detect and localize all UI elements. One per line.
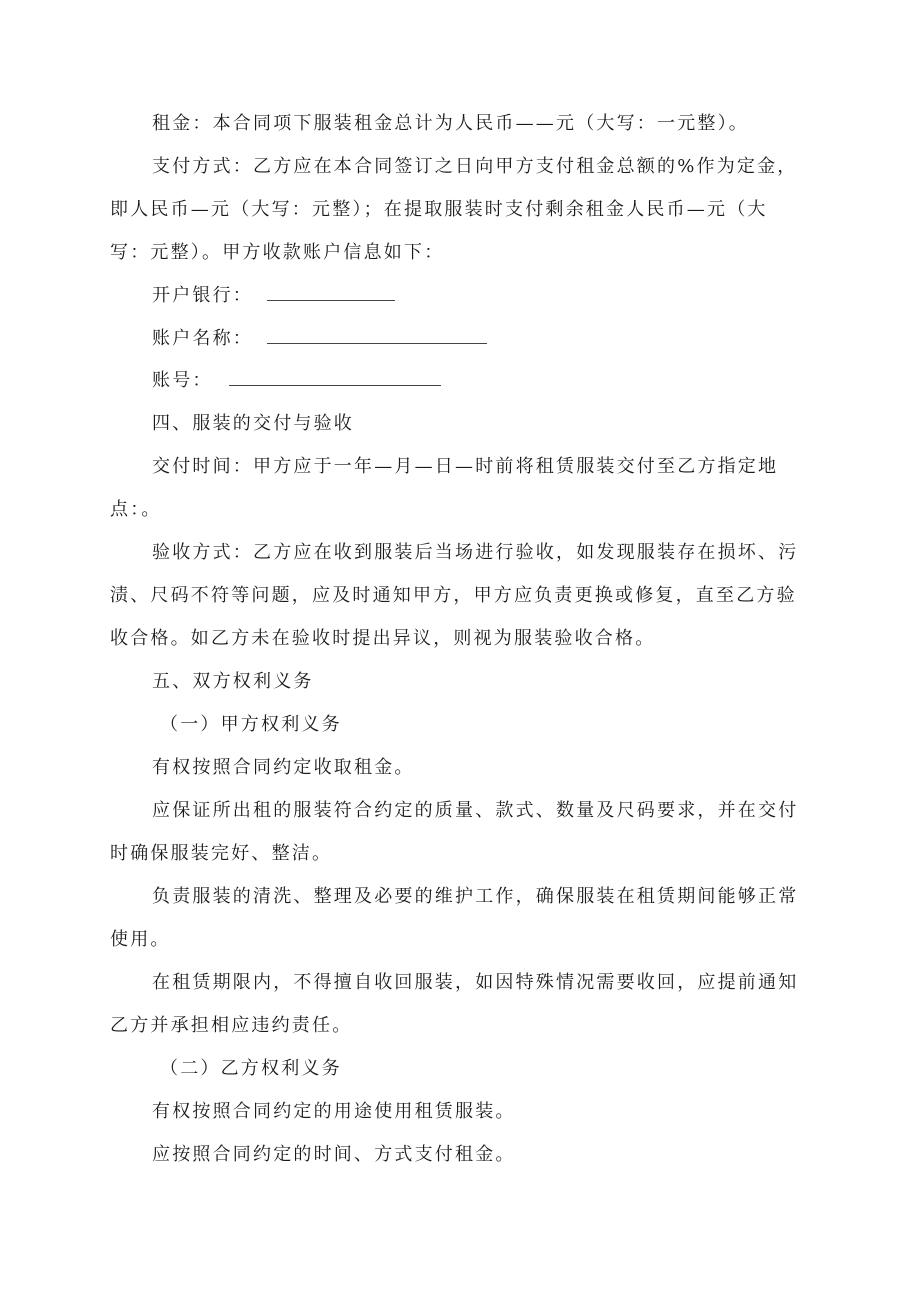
party-a-item-2-line2: 时确保服装完好、整洁。 bbox=[110, 843, 333, 864]
section-5-heading: 五、双方权利义务 bbox=[152, 671, 314, 692]
party-a-heading: （一）甲方权利义务 bbox=[160, 714, 342, 735]
section-4-heading: 四、服装的交付与验收 bbox=[152, 413, 354, 434]
account-name-field bbox=[152, 327, 487, 351]
delivery-clause-line2: 点：。 bbox=[110, 499, 162, 520]
party-a-item-3-line1: 负责服装的清洗、整理及必要的维护工作，确保服装在租赁期间能够正常 bbox=[152, 886, 799, 907]
account-name-blank bbox=[267, 329, 487, 344]
party-a-item-3-line2: 使用。 bbox=[110, 929, 171, 950]
rent-clause: 租金：本合同项下服装租金总计为人民币——元（大写：一元整）。 bbox=[152, 113, 749, 134]
account-number-label: 账号： bbox=[152, 370, 213, 391]
bank-field bbox=[152, 284, 395, 308]
party-a-item-2-line1: 应保证所出租的服装符合约定的质量、款式、数量及尺码要求，并在交付 bbox=[152, 800, 799, 821]
payment-clause-line3: 写：元整）。甲方收款账户信息如下： bbox=[110, 242, 445, 263]
party-a-item-4-line2: 乙方并承担相应违约责任。 bbox=[110, 1015, 353, 1036]
bank-blank bbox=[267, 286, 395, 301]
bank-label: 开户银行： bbox=[152, 285, 253, 306]
acceptance-clause-line3: 收合格。如乙方未在验收时提出异议，则视为服装验收合格。 bbox=[110, 628, 656, 649]
delivery-clause-line1: 交付时间：甲方应于一年—月—日—时前将租赁服装交付至乙方指定地 bbox=[152, 456, 779, 477]
party-b-item-1: 有权按照合同约定的用途使用租赁服装。 bbox=[152, 1101, 516, 1122]
party-a-item-1: 有权按照合同约定收取租金。 bbox=[152, 757, 415, 778]
party-a-item-4-line1: 在租赁期限内，不得擅自收回服装，如因特殊情况需要收回，应提前通知 bbox=[152, 972, 799, 993]
party-b-heading: （二）乙方权利义务 bbox=[160, 1058, 342, 1079]
payment-clause-line2: 即人民币—元（大写：元整）；在提取服装时支付剩余租金人民币—元（大 bbox=[110, 199, 768, 220]
acceptance-clause-line2: 渍、尺码不符等问题，应及时通知甲方，甲方应负责更换或修复，直至乙方验 bbox=[110, 585, 797, 606]
account-number-blank bbox=[229, 371, 441, 386]
party-b-item-2: 应按照合同约定的时间、方式支付租金。 bbox=[152, 1144, 516, 1165]
payment-clause-line1: 支付方式：乙方应在本合同签订之日向甲方支付租金总额的%作为定金， bbox=[152, 156, 798, 177]
account-name-label: 账户名称： bbox=[152, 328, 253, 349]
acceptance-clause-line1: 验收方式：乙方应在收到服装后当场进行验收，如发现服装存在损坏、污 bbox=[152, 542, 799, 563]
account-number-field bbox=[152, 369, 441, 393]
